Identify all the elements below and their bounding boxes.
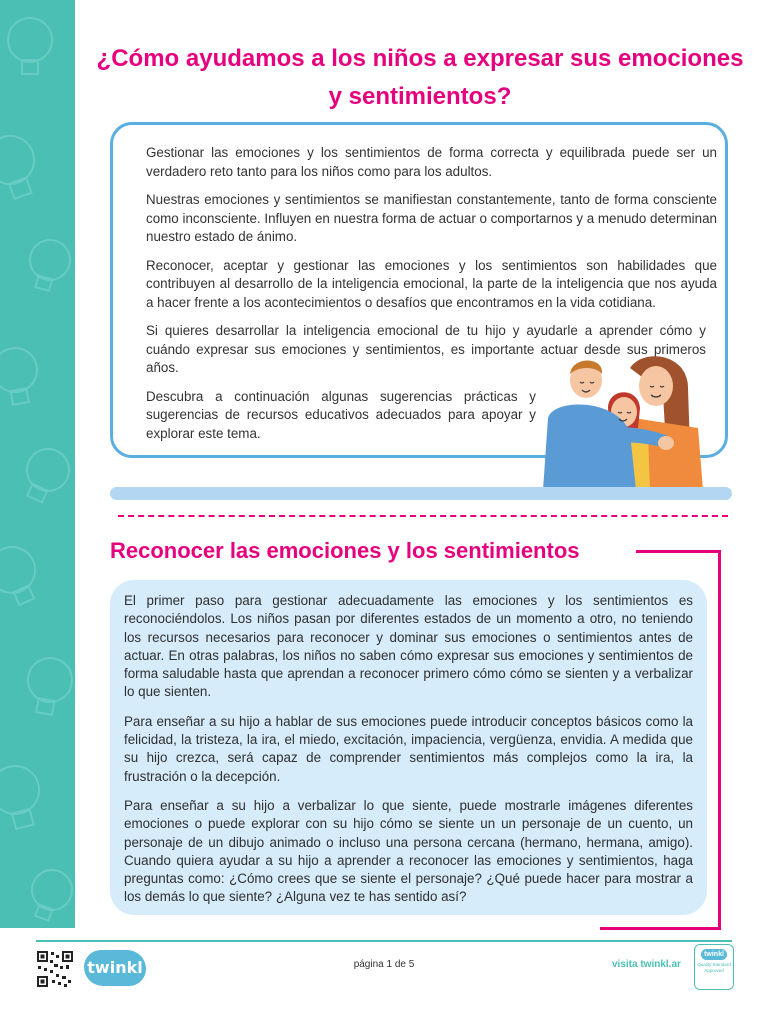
section-title: Reconocer las emociones y los sentimientos	[110, 538, 580, 563]
frame-line	[636, 550, 721, 553]
frame-line	[600, 927, 721, 930]
page-title: ¿Cómo ayudamos a los niños a expresar sus emociones y sentimientos?	[96, 45, 744, 110]
qr-code-icon[interactable]	[36, 950, 74, 988]
lightbulb-icon	[0, 0, 75, 928]
sidebar-decoration	[0, 0, 75, 928]
section-paragraph: El primer paso para gestionar adecuadamente las emociones y los sentimientos es reconociéndolos. Los niños pasan por diferentes estados de un momento a otro, no teniendo los recursos necesarios para reconocer y dominar sus emociones o sentimientos antes de actuar. En otras palabras, los niños no saben cómo expresar sus emociones y sentimientos de forma saludable hasta que aprendan a reconocer primero cómo cómo se sienten y a verbalizar lo que sienten.	[124, 593, 693, 700]
dashed-divider	[118, 515, 728, 517]
intro-paragraph: Nuestras emociones y sentimientos se manifiestan constantemente, tanto de forma consciente como inconsciente. Influyen en nuestra forma de actuar o comportarnos y a menudo determinan nuestro estado de ánimo.	[146, 192, 717, 244]
section-paragraph: Para enseñar a su hijo a verbalizar lo que siente, puede mostrarle imágenes diferentes emociones o puede explorar con su hijo cómo se siente un un personaje de un cuento, un personaje de un dibujo animado o incluso una persona cercana (hermano, hermana, amigo). Cuando quiera ayudar a su hijo a aprender a reconocer las emociones y sentimientos, haga preguntas como: ¿Cómo crees que se siente el personaje? ¿Qué puede hacer para mostrar a los demás lo que siente? ¿Alguna vez te has sentido así?	[124, 797, 693, 905]
badge-text: Quality Standard Approved	[697, 962, 731, 973]
intro-paragraph: Reconocer, aceptar y gestionar las emociones y los sentimientos son habilidades que contribuyen al desarrollo de la inteligencia emocional, la parte de la inteligencia que nos ayuda a hacer frente a los acontecimientos o desafíos que encontramos en la vida cotidiana.	[146, 257, 717, 310]
divider-bar	[110, 487, 732, 500]
badge-logo: twinkl	[701, 949, 727, 960]
intro-paragraph: Descubra a continuación algunas sugerencias prácticas y sugerencias de recursos educativos adecuados para apoyar y explorar este tema.	[146, 388, 536, 441]
footer-divider	[36, 940, 732, 942]
family-hug-illustration	[538, 348, 710, 490]
section-text	[124, 592, 693, 918]
intro-paragraph: Gestionar las emociones y los sentimientos de forma correcta y equilibrada puede ser un verdadero reto tanto para los niños como para los adultos.	[146, 145, 717, 179]
visit-link[interactable]: visita twinkl.ar	[612, 959, 681, 970]
twinkl-logo[interactable]: twinkl	[84, 950, 146, 986]
section-paragraph: Para enseñar a su hijo a hablar de sus emociones puede introducir conceptos básicos como la felicidad, la tristeza, la ira, el miedo, excitación, impaciencia, vergüenza, envidia. A medida que su hijo crezca, será capaz de comprender sentimientos más complejos como la ira, la frustración o la decepción.	[124, 713, 693, 784]
frame-line	[718, 550, 721, 930]
quality-badge	[694, 944, 734, 990]
page-number: página 1 de 5	[353, 959, 415, 970]
intro-paragraph-text: Si quieres desarrollar la inteligencia emocional de tu hijo y ayudarle a aprender cómo y cuándo expresar sus emociones y sentimientos, es importante actuar desde sus primeros años.	[146, 323, 706, 375]
